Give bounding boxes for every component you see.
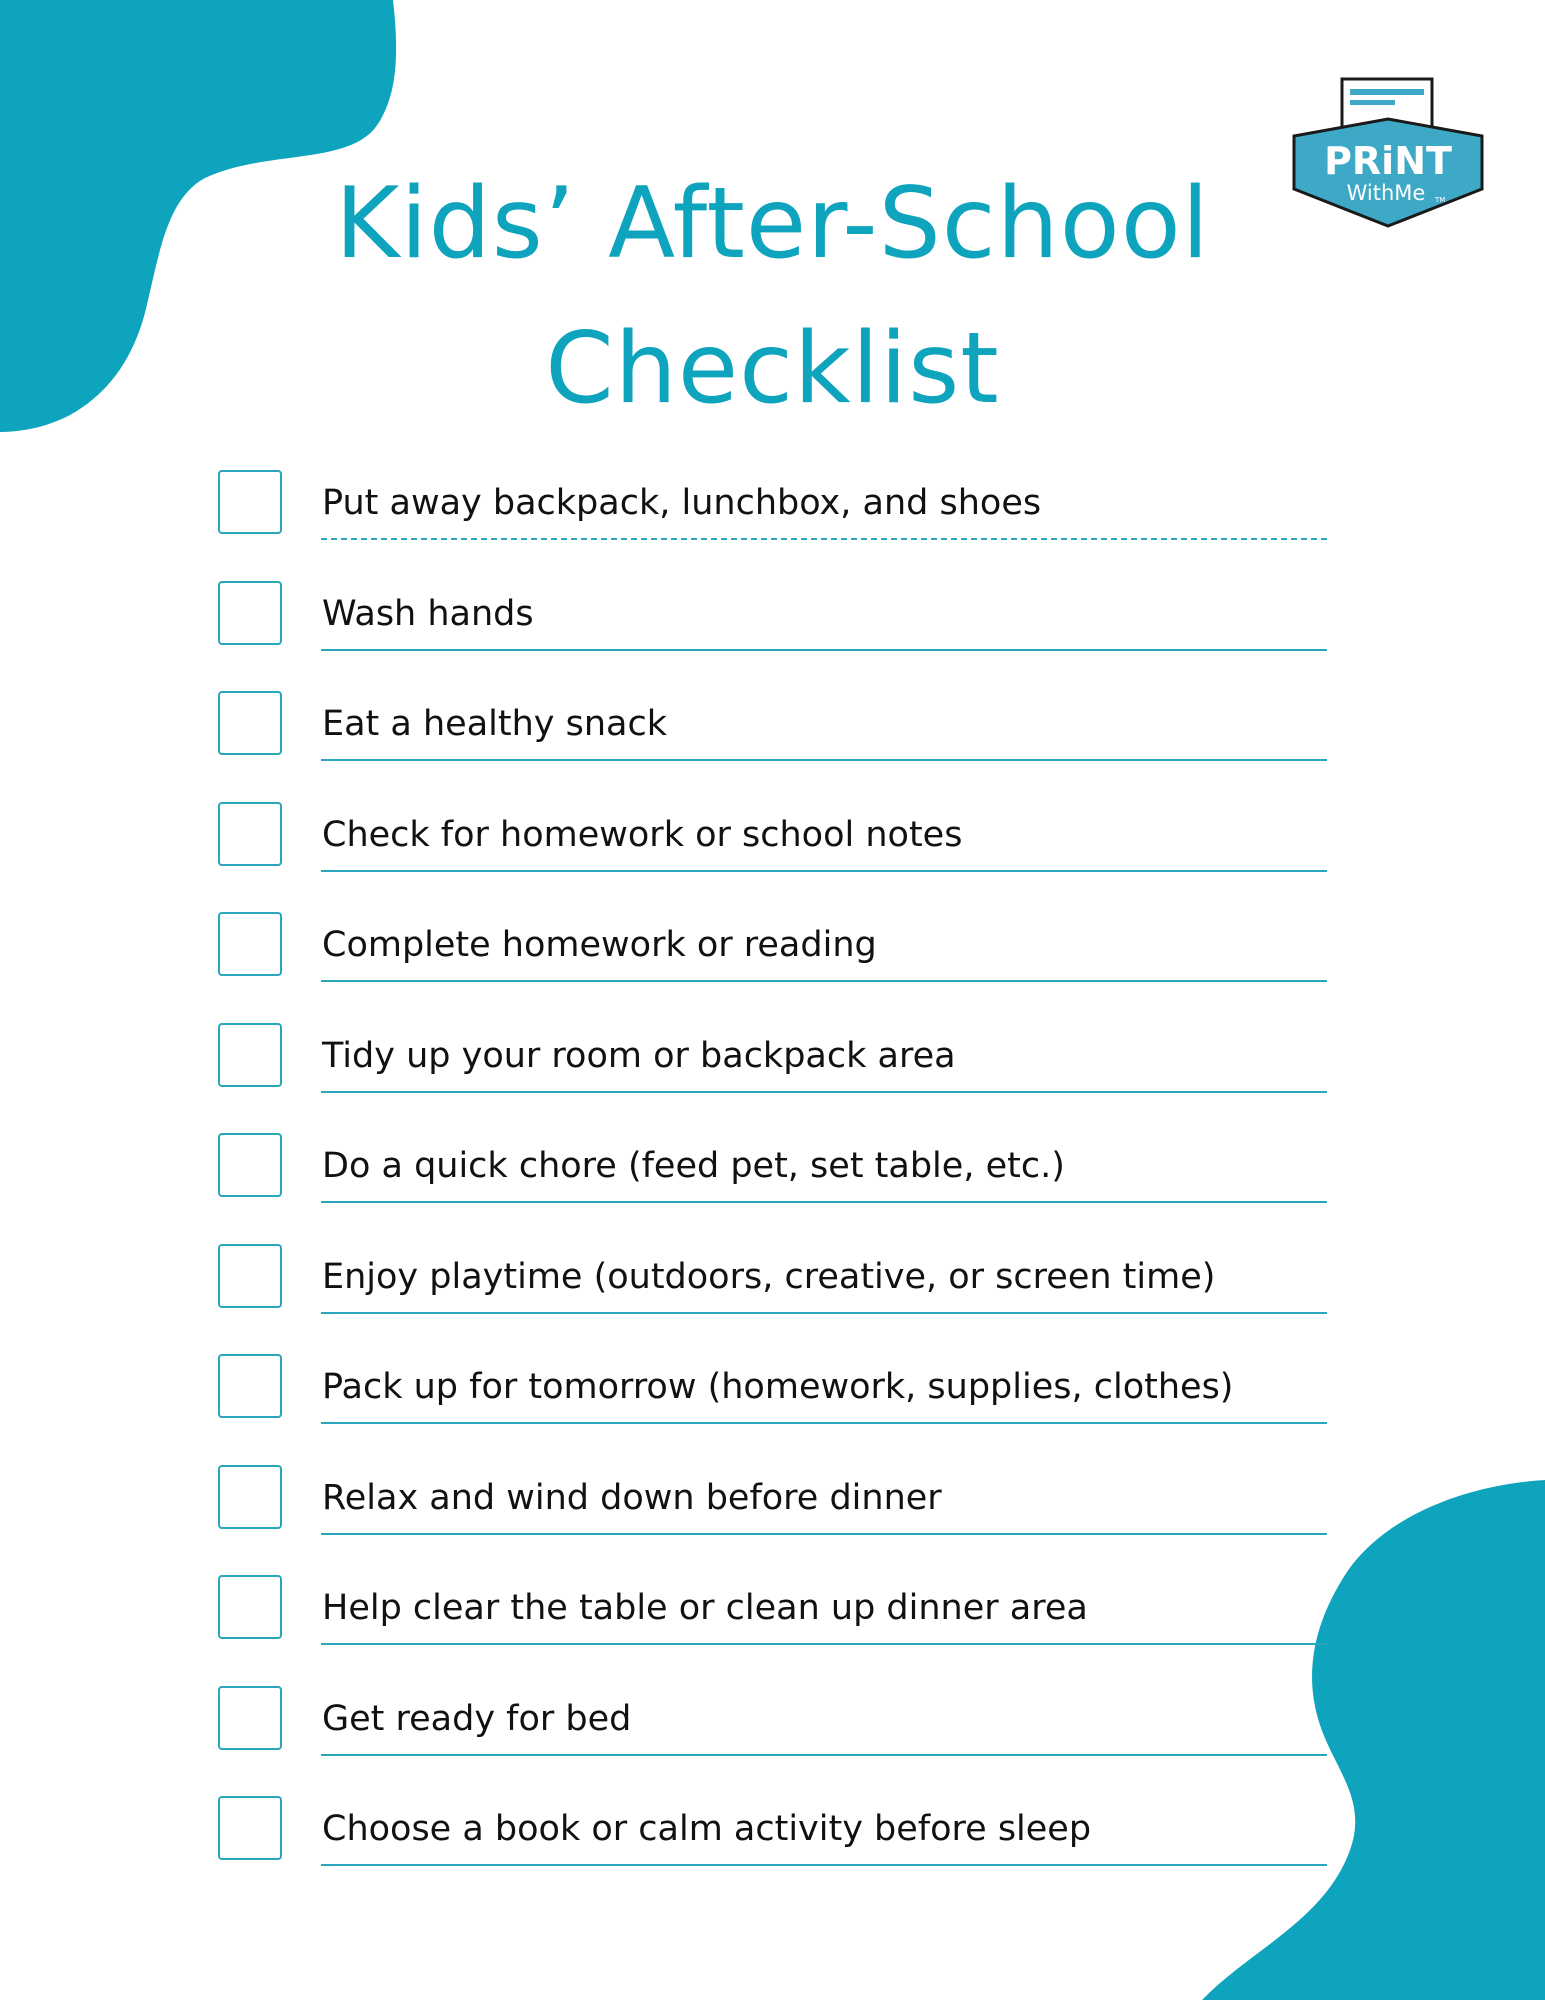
page-title-line-2: Checklist <box>545 312 1000 426</box>
checklist-item-label: Pack up for tomorrow (homework, supplies, clothes) <box>322 1367 1234 1407</box>
checklist-item-label: Check for homework or school notes <box>322 814 963 855</box>
checkbox[interactable] <box>218 1354 282 1418</box>
checklist-item-label: Do a quick chore (feed pet, set table, etc.) <box>322 1146 1065 1186</box>
checkbox[interactable] <box>218 1575 282 1639</box>
writing-line <box>321 1091 1327 1093</box>
checkbox[interactable] <box>218 1023 282 1087</box>
writing-line <box>321 1754 1327 1756</box>
checklist-item-label: Choose a book or calm activity before sleep <box>322 1809 1092 1849</box>
checklist-item-label: Wash hands <box>322 593 534 634</box>
checklist-item <box>218 691 1328 802</box>
checkbox[interactable] <box>218 1244 282 1308</box>
writing-line <box>321 1312 1327 1314</box>
writing-line <box>321 870 1327 872</box>
checklist-item <box>218 1133 1328 1244</box>
checklist-item-label: Get ready for bed <box>322 1698 632 1739</box>
checklist-item-label: Help clear the table or clean up dinner area <box>322 1588 1088 1628</box>
checklist <box>218 470 1328 1907</box>
checkbox[interactable] <box>218 1465 282 1529</box>
writing-line <box>321 759 1327 761</box>
checklist-item-label: Put away backpack, lunchbox, and shoes <box>322 483 1042 523</box>
checkbox[interactable] <box>218 912 282 976</box>
writing-line <box>321 538 1327 540</box>
checkbox[interactable] <box>218 470 282 534</box>
writing-line <box>321 980 1327 982</box>
writing-line <box>321 1864 1327 1866</box>
checkbox[interactable] <box>218 1686 282 1750</box>
logo-trademark: TM <box>1435 196 1446 204</box>
checklist-item-label: Enjoy playtime (outdoors, creative, or screen time) <box>322 1256 1216 1297</box>
checkbox[interactable] <box>218 1796 282 1860</box>
page-title <box>150 152 1395 442</box>
writing-line <box>321 649 1327 651</box>
checkbox[interactable] <box>218 691 282 755</box>
checklist-item-label: Complete homework or reading <box>322 925 877 965</box>
writing-line <box>321 1422 1327 1424</box>
logo-line2: WithMe <box>1346 181 1426 205</box>
checklist-item <box>218 1575 1328 1686</box>
checkbox[interactable] <box>218 1133 282 1197</box>
checklist-item <box>218 802 1328 913</box>
checklist-item <box>218 470 1328 581</box>
logo-line1: PRiNT <box>1324 139 1452 183</box>
writing-line <box>321 1643 1327 1645</box>
checkbox[interactable] <box>218 581 282 645</box>
checklist-item <box>218 1465 1328 1576</box>
checklist-item <box>218 581 1328 692</box>
checklist-item <box>218 912 1328 1023</box>
checklist-item-label: Eat a healthy snack <box>322 704 667 744</box>
checklist-item <box>218 1796 1328 1907</box>
checklist-item <box>218 1244 1328 1355</box>
checklist-item-label: Relax and wind down before dinner <box>322 1477 942 1518</box>
page-title-line-1: Kids’ After-School <box>335 167 1210 281</box>
writing-line <box>321 1201 1327 1203</box>
writing-line <box>321 1533 1327 1535</box>
checklist-item <box>218 1023 1328 1134</box>
checklist-item-label: Tidy up your room or backpack area <box>322 1035 956 1076</box>
checklist-item <box>218 1686 1328 1797</box>
checkbox[interactable] <box>218 802 282 866</box>
checklist-item <box>218 1354 1328 1465</box>
